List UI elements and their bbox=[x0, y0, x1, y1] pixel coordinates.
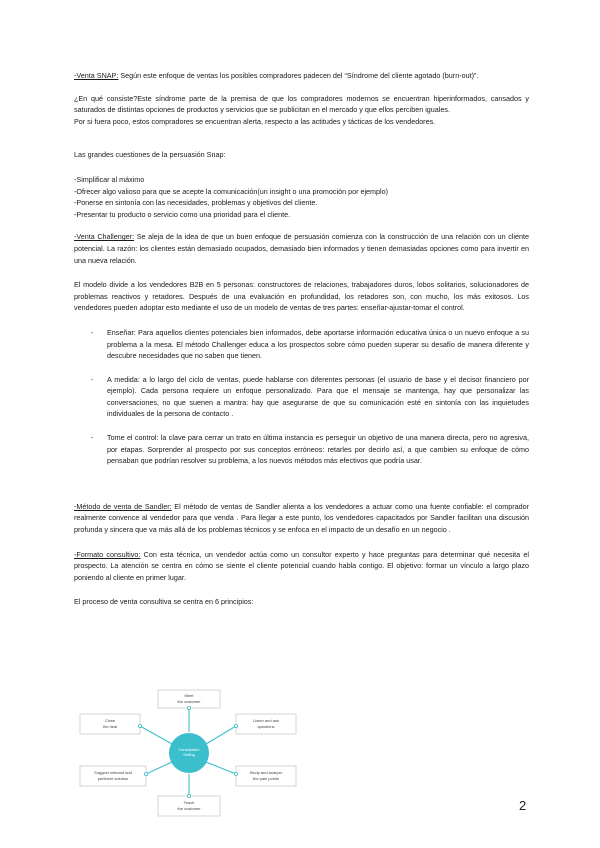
challenger-bullets bbox=[74, 327, 529, 467]
snap-title: -Venta SNAP: bbox=[74, 71, 119, 80]
list-item bbox=[91, 327, 529, 362]
snap-issues-title: Las grandes cuestiones de la persuasión Snap: bbox=[74, 150, 226, 160]
node-label-teach-2: the customer bbox=[177, 806, 201, 811]
snap-intro-text: Según este enfoque de ventas los posibles compradores padecen del “Síndrome del cliente agotado (burn-out)”. bbox=[118, 71, 479, 80]
bullet-marker: - bbox=[91, 433, 94, 443]
sandler-paragraph bbox=[74, 501, 529, 536]
consultivo-text: Con esta técnica, un vendedor actúa como un consultor experto y hace preguntas para determinar qué necesita el prospecto. La atención se centra en cómo se siente el cliente potencial cuando habla contigo. El objetivo: formar un vínculo a largo plazo poniendo al cliente en primer lugar. bbox=[74, 549, 529, 582]
page-number: 2 bbox=[519, 798, 527, 813]
sandler-title: -Método de venta de Sandler: bbox=[74, 501, 172, 511]
bullet-text: A medida: a lo largo del ciclo de ventas, puede hablarse con diferentes personas (el usuario de base y el decisor financiero por ejemplo). Cada persona requiere un enfoque personalizado. Para que el mensaje se mantenga, hay que personalizar las conversaciones, no que suenen a mantra: hay que asegurarse de que su comunicación esté en sintonía con las inquietudes individuales de la persona de contacto . bbox=[107, 374, 529, 419]
sandler-text: El método de ventas de Sandler alienta a los vendedores a actuar como una fuente confiable: el comprador realmente convence al vendedor para que venda . Para llegar a este punto, los vendedores capacitados por Sandler facilitan una discusión profunda y sincera que va más allá de los problemas técnicos y se enfoca en el impacto de un desafío en un negocio . bbox=[74, 501, 529, 535]
list-item bbox=[91, 432, 529, 467]
node-label-listen-1: Listen and ask bbox=[253, 718, 279, 723]
list-item: -Ponerse en sintonía con las necesidades, problemas y objetivos del cliente. bbox=[74, 198, 318, 208]
node-label-listen-2: questions bbox=[257, 724, 275, 729]
bullet-marker: - bbox=[91, 327, 94, 337]
list-item: -Simplificar al máximo bbox=[74, 174, 145, 184]
list-item: -Presentar tu producto o servicio como una prioridad para el cliente. bbox=[74, 209, 291, 219]
node-label-meet-2: the customer bbox=[177, 699, 201, 704]
bullet-marker: - bbox=[91, 374, 94, 384]
challenger-text: Se aleja de la idea de que un buen enfoque de persuasión comienza con la construcción de una relación con un cliente potencial. La razón: los clientes están demasiado ocupados, demasiado bien informados y tienen demasiadas opciones como para invertir en una nueva relación. bbox=[74, 232, 529, 265]
list-item bbox=[91, 374, 529, 420]
node-label-suggest-2: pertinent solution bbox=[97, 776, 129, 781]
node-label-teach-1: Teach bbox=[183, 800, 195, 805]
principles-title: El proceso de venta consultiva se centra en 6 principios: bbox=[74, 597, 254, 607]
challenger-model: El modelo divide a los vendedores B2B en 5 personas: constructores de relaciones, trabajadores duros, lobos solitarios, solucionadores de problemas reactivos y retadores. Después de una evaluación en profundidad, los retadores son, con mucho, los más exitosos. Los vendedores pueden adoptar esto mediante el uso de un modelo de ventas de tres partes: enseñar-ajustar-tomar el control. bbox=[74, 280, 529, 313]
node-label-study-2: the pain points bbox=[252, 776, 280, 781]
consultivo-title: -Formato consultivo: bbox=[74, 549, 141, 559]
bullet-text: Enseñar: Para aquellos clientes potenciales bien informados, debe aportarse información educativa única o un nuevo enfoque a su problema a la mesa. El método Challenger educa a los prospectos sobre cómo pueden superar su desafío de manera diferente y descubre necesidades que no saben que tienen. bbox=[107, 327, 529, 361]
consultative-selling-diagram bbox=[78, 688, 300, 818]
snap-question: ¿En qué consiste?Este síndrome parte de la premisa de que los compradores modernos se encuentran hiperinformados, cansados y saturados de distintas opciones de productos y servicios que se publicitan en el mercado y que ellos perciben iguales. bbox=[74, 93, 529, 115]
snap-issues-list bbox=[74, 174, 529, 220]
snap-intro bbox=[74, 70, 529, 82]
bullet-text: Tome el control: la clave para cerrar un trato en última instancia es perseguir un objetivo de una manera directa, pero no agresiva, por etapas. Sorprender al prospecto por sus conceptos erróneos: retarles por decirlo así, a que cambien su enfoque de cómo pensaban que podrían resolver su problema, a los nuevos métodos más efectivos que podría usar. bbox=[107, 433, 529, 466]
center-label-line1: Consultative bbox=[178, 748, 200, 752]
node-label-suggest-1: Suggest relevant and bbox=[94, 770, 132, 775]
center-label-line2: Selling bbox=[183, 753, 195, 757]
node-label-close-2: the deal bbox=[102, 724, 118, 729]
node-label-study-1: Study and analyze bbox=[249, 770, 283, 775]
challenger-intro bbox=[74, 231, 529, 266]
node-label-meet-1: Meet bbox=[184, 693, 194, 698]
document-body bbox=[74, 70, 529, 608]
consultivo-paragraph bbox=[74, 549, 529, 584]
challenger-title: -Venta Challenger: bbox=[74, 232, 135, 242]
snap-line2: Por si fuera poco, estos compradores se encuentran alerta, respecto a las actitudes y tácticas de los vendedores. bbox=[74, 116, 436, 126]
list-item: -Ofrecer algo valioso para que se acepte la comunicación(un insight o una promoción por ejemplo) bbox=[74, 186, 389, 196]
node-label-close-1: Close bbox=[104, 718, 116, 723]
